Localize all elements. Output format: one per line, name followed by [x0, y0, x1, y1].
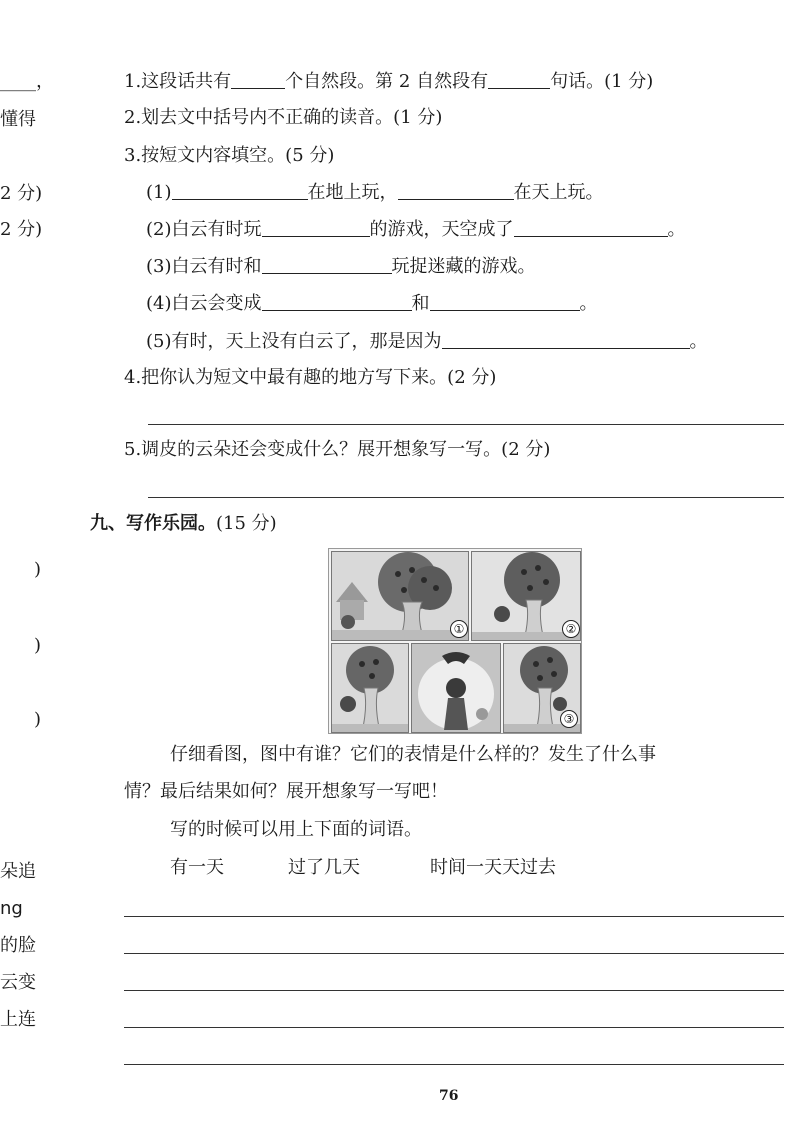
- question-4: 4.把你认为短文中最有趣的地方写下来。(2 分): [124, 367, 497, 388]
- answer-blank[interactable]: [262, 218, 370, 237]
- margin-fragment-11: 云变: [0, 972, 36, 993]
- writing-line[interactable]: [124, 1027, 784, 1028]
- tree-scene-image: [332, 644, 408, 732]
- comic-illustration: [328, 548, 582, 734]
- question-3: 3.按短文内容填空。(5 分): [124, 145, 335, 166]
- question-3-5: (5)有时，天上没有白云了，那是因为 。: [146, 331, 708, 352]
- writing-line[interactable]: [124, 953, 784, 954]
- question-3-2: (2)白云有时玩 的游戏，天空成了 。: [146, 219, 686, 240]
- comic-panel-4: [411, 643, 501, 733]
- question-3-4: (4)白云会变成 和 。: [146, 293, 598, 314]
- answer-blank[interactable]: [514, 218, 668, 237]
- answer-blank[interactable]: [398, 181, 514, 200]
- writing-line[interactable]: [124, 916, 784, 917]
- comic-panel-2: [471, 551, 581, 641]
- comic-panel-1: [331, 551, 469, 641]
- tree-scene-image: [332, 552, 468, 640]
- margin-fragment-10: 的脸: [0, 935, 36, 956]
- question-5: 5.调皮的云朵还会变成什么？展开想象写一写。(2 分): [124, 439, 551, 460]
- panel-number-label: ①: [450, 620, 468, 638]
- panel-number-label: ③: [560, 710, 578, 728]
- prompt-line-1: 仔细看图，图中有谁？它们的表情是什么样的？发生了什么事: [170, 744, 656, 765]
- answer-blank[interactable]: [262, 255, 392, 274]
- prompt-line-2: 情？最后结果如何？展开想象写一写吧！: [124, 781, 448, 802]
- answer-blank[interactable]: [231, 70, 285, 89]
- question-1: 1.这段话共有 个自然段。第 2 自然段有 句话。(1 分): [124, 71, 654, 92]
- answer-blank[interactable]: [172, 181, 308, 200]
- question-3-3: (3)白云有时和 玩捉迷藏的游戏。: [146, 256, 536, 277]
- page-number: 76: [439, 1088, 459, 1104]
- writing-line[interactable]: [124, 990, 784, 991]
- answer-line[interactable]: [148, 424, 784, 425]
- suggested-word-1: 有一天: [170, 857, 224, 878]
- comic-panel-3: [331, 643, 409, 733]
- question-2: 2.划去文中括号内不正确的读音。(1 分): [124, 107, 443, 128]
- margin-fragment-12: 上连: [0, 1009, 36, 1030]
- answer-blank[interactable]: [442, 330, 690, 349]
- prompt-line-3: 写的时候可以用上下面的词语。: [170, 819, 422, 840]
- night-scene-image: [412, 644, 500, 732]
- margin-fragment-7: ): [34, 709, 42, 730]
- margin-fragment-8: 朵追: [0, 861, 36, 882]
- comic-panel-5: [503, 643, 581, 733]
- section-heading: 九、写作乐园。(15 分): [90, 513, 277, 534]
- question-3-1: (1) 在地上玩， 在天上玩。: [146, 182, 604, 203]
- margin-fragment-5: ): [34, 559, 42, 580]
- answer-line[interactable]: [148, 497, 784, 498]
- answer-blank[interactable]: [488, 70, 550, 89]
- suggested-word-3: 时间一天天过去: [430, 857, 556, 878]
- margin-fragment-2: 懂得: [0, 109, 36, 130]
- answer-blank[interactable]: [430, 292, 580, 311]
- writing-line[interactable]: [124, 1064, 784, 1065]
- margin-fragment-6: ): [34, 635, 42, 656]
- margin-fragment-1: ____，: [0, 71, 54, 92]
- suggested-word-2: 过了几天: [288, 857, 360, 878]
- answer-blank[interactable]: [262, 292, 412, 311]
- margin-fragment-3: 2 分): [0, 183, 43, 204]
- margin-fragment-4: 2 分): [0, 219, 43, 240]
- panel-number-label: ②: [562, 620, 580, 638]
- margin-fragment-9: ng: [0, 898, 23, 919]
